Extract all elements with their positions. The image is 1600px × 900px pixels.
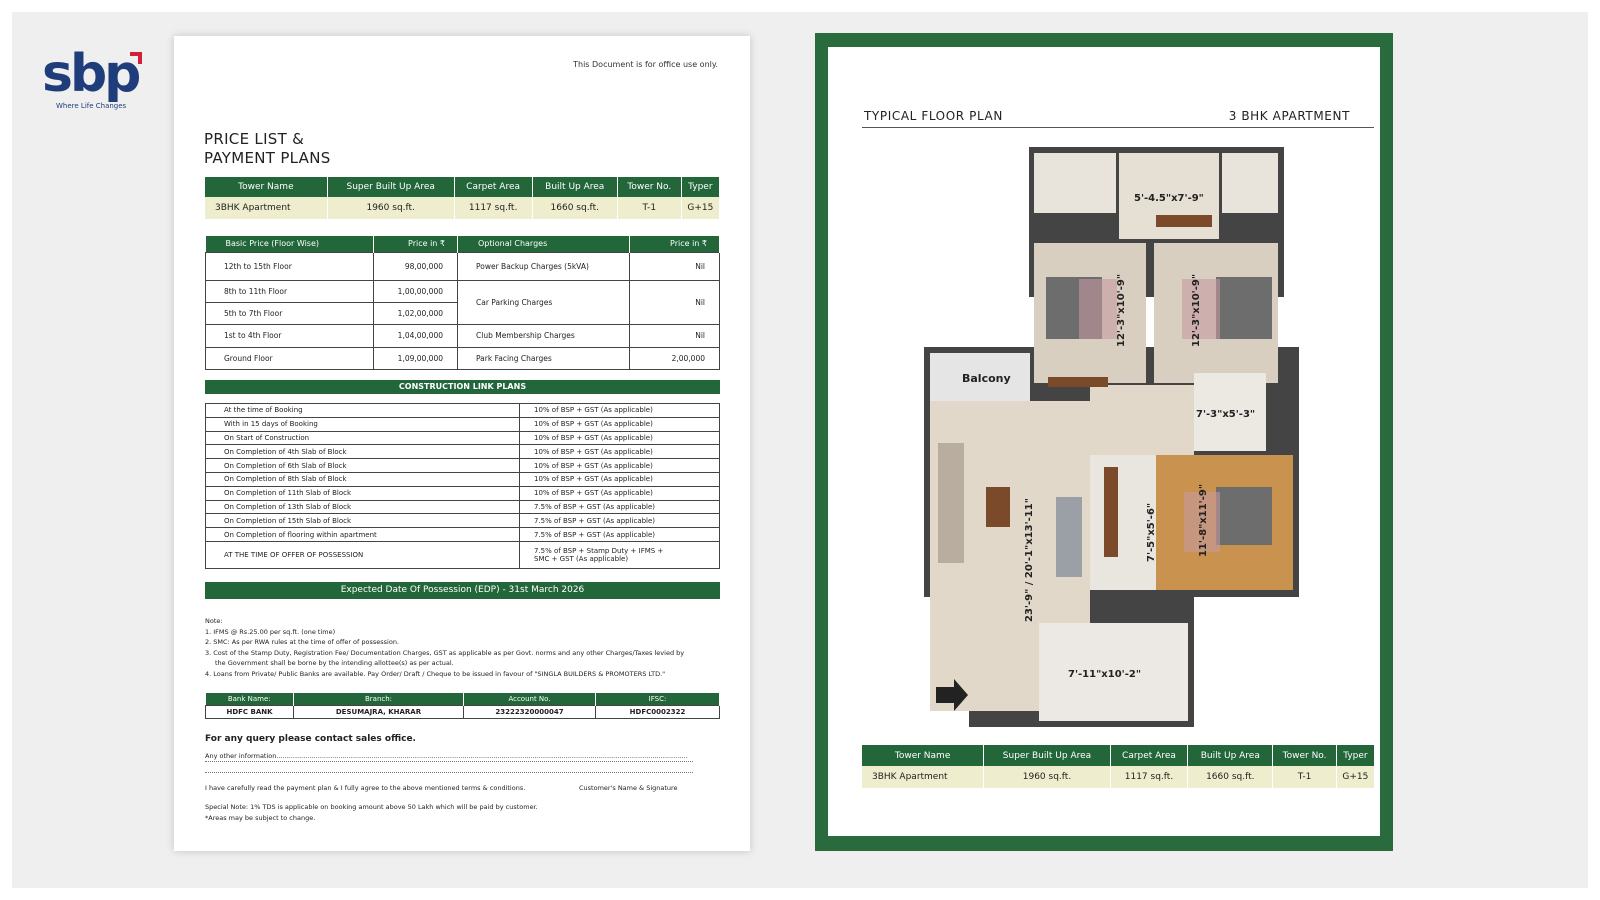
clp-title-bar: CONSTRUCTION LINK PLANS [205, 380, 720, 394]
floor-plan-panel [815, 33, 1393, 851]
dining-table-icon [1056, 497, 1082, 577]
table-row: At the time of Booking [206, 404, 520, 418]
title-line-1: PRICE LIST & [204, 130, 305, 148]
wardrobe-1-icon [1048, 377, 1108, 387]
sofa-icon [938, 443, 964, 563]
toilet-top-dimension: 5'-4.5"x7'-9" [1134, 193, 1204, 204]
toilet-right-dimension: 7'-3"x5'-3" [1196, 409, 1256, 420]
clp-amount: 10% of BSP + GST (As applicable) [520, 472, 720, 486]
table-row: On Completion of 4th Slab of Block [206, 445, 520, 459]
special-note-1: Special Note: 1% TDS is applicable on booking amount above 50 Lakh which will be paid by customer. [205, 803, 538, 811]
cell-tower-no: T-1 [1273, 766, 1336, 788]
bedroom-1-dimension: 12'-3"x10'-9" [1116, 273, 1127, 347]
table-row: Club Membership Charges [458, 325, 630, 347]
header-super-built-up: Super Built Up Area [984, 745, 1110, 766]
clp-last-amount-1: 7.5% of BSP + Stamp Duty + IFMS + [534, 546, 664, 555]
header-tower-name: Tower Name [862, 745, 984, 766]
table-row: Park Facing Charges [458, 347, 630, 369]
cell-tower-name: 3BHK Apartment [862, 766, 984, 788]
header-tower-no: Tower No. [1273, 745, 1336, 766]
bedroom-3-dimension: 11'-8"x11'-9" [1198, 483, 1209, 557]
price-value: 1,04,00,000 [374, 325, 458, 347]
cell-ifsc: HDFC0002322 [596, 705, 720, 718]
toilet-mid-dimension: 7'-5"x5'-6" [1146, 502, 1157, 562]
clp-amount: 7.5% of BSP + GST (As applicable) [520, 514, 720, 528]
price-value: Nil [630, 252, 720, 280]
dry-area-floor [1034, 153, 1116, 213]
floor-plan-summary-table [862, 745, 1375, 788]
price-value: 1,00,00,000 [374, 280, 458, 302]
header-optional-charges: Optional Charges [458, 236, 630, 252]
apartment-type-label: 3 BHK APARTMENT [1228, 109, 1350, 123]
dry-area-floor-2 [1222, 153, 1278, 213]
clp-amount: 10% of BSP + GST (As applicable) [520, 445, 720, 459]
cell-built-up: 1660 sq.ft. [1188, 766, 1273, 788]
clp-amount: 7.5% of BSP + GST (As applicable) [520, 528, 720, 542]
logo-text: sbp [42, 44, 139, 104]
clp-amount: 10% of BSP + GST (As applicable) [520, 417, 720, 431]
header-carpet-area: Carpet Area [454, 177, 532, 197]
cell-typer: G+15 [1336, 766, 1374, 788]
note-2: 2. SMC: As per RWA rules at the time of offer of possession. [205, 638, 400, 646]
header-branch: Branch: [294, 693, 464, 705]
header-built-up: Built Up Area [532, 177, 617, 197]
table-row: Car Parking Charges [458, 280, 630, 325]
header-bank-name: Bank Name: [206, 693, 294, 705]
table-row: With in 15 days of Booking [206, 417, 520, 431]
bed-3-icon [1216, 487, 1272, 545]
logo-accent-icon [130, 52, 142, 64]
balcony-label: Balcony [962, 372, 1011, 385]
table-row: On Completion of 13th Slab of Block [206, 500, 520, 514]
note-1: 1. IFMS @ Rs.25.00 per sq.ft. (one time) [205, 627, 336, 636]
agreement-text: I have carefully read the payment plan & I fully agree to the above mentioned terms & conditions. [205, 784, 526, 792]
floor-plan-title: TYPICAL FLOOR PLAN [864, 109, 1003, 123]
cell-carpet-area: 1117 sq.ft. [454, 197, 532, 219]
cell-super-built-up: 1960 sq.ft. [984, 766, 1110, 788]
table-row: AT THE TIME OF OFFER OF POSSESSION [206, 541, 520, 568]
kitchen-dimension: 7'-11"x10'-2" [1068, 669, 1142, 680]
price-value: 1,09,00,000 [374, 347, 458, 369]
other-info-line: Any other information....................................................................................................................................................................................................... [205, 752, 693, 762]
bedroom-2-dimension: 12'-3"x10'-9" [1191, 273, 1202, 347]
header-built-up: Built Up Area [1188, 745, 1273, 766]
bank-details-table [205, 693, 720, 719]
clp-amount: 10% of BSP + GST (As applicable) [520, 459, 720, 473]
title-divider [862, 127, 1374, 128]
bed-2-icon [1216, 277, 1272, 339]
price-list-page [174, 36, 750, 851]
notes-title: Note: [205, 617, 223, 625]
price-value: 98,00,000 [374, 252, 458, 280]
price-value: 2,00,000 [630, 347, 720, 369]
clp-amount: 10% of BSP + GST (As applicable) [520, 431, 720, 445]
header-ifsc: IFSC: [596, 693, 720, 705]
table-row: Ground Floor [206, 347, 374, 369]
cell-typer: G+15 [681, 197, 719, 219]
table-row: 8th to 11th Floor [206, 280, 374, 302]
wardrobe-2-icon [1156, 215, 1212, 227]
coffee-table-icon [986, 487, 1010, 527]
floor-plan-drawing [924, 147, 1304, 732]
special-note [205, 802, 538, 824]
table-row: On Completion of flooring within apartment [206, 528, 520, 542]
sbp-logo [42, 44, 152, 118]
cell-built-up: 1660 sq.ft. [532, 197, 617, 219]
logo-tagline: Where Life Changes [56, 102, 127, 110]
table-row: On Completion of 6th Slab of Block [206, 459, 520, 473]
notes-section [205, 616, 720, 679]
header-basic-price-amount: Price in ₹ [374, 236, 458, 252]
page-title [204, 130, 331, 168]
header-account-no: Account No. [464, 693, 596, 705]
construction-link-plan-table [205, 403, 720, 569]
table-row: On Completion of 11th Slab of Block [206, 486, 520, 500]
note-3: 3. Cost of the Stamp Duty, Registration Fee/ Documentation Charges, GST as applicable as per Govt. norms and any other Charges/Taxes levied by [205, 648, 685, 657]
header-tower-no: Tower No. [617, 177, 681, 197]
apartment-summary-table [205, 177, 720, 219]
wardrobe-3-icon [1104, 467, 1118, 557]
header-optional-price: Price in ₹ [630, 236, 720, 252]
header-typer: Typer [1336, 745, 1374, 766]
cell-tower-no: T-1 [617, 197, 681, 219]
signature-label: Customer's Name & Signature [579, 784, 678, 792]
cell-bank-name: HDFC BANK [206, 705, 294, 718]
special-note-2: *Areas may be subject to change. [205, 814, 316, 822]
title-line-2: PAYMENT PLANS [204, 149, 331, 167]
cell-branch: DESUMAJRA, KHARAR [294, 705, 464, 718]
dotted-line [205, 772, 693, 773]
price-value: Nil [630, 325, 720, 347]
clp-last-amount-2: SMC + GST (As applicable) [534, 554, 629, 563]
living-dining-dimension: 23'-9" / 20'-1"x13'-11" [1024, 498, 1035, 622]
price-table [205, 236, 720, 370]
header-typer: Typer [681, 177, 719, 197]
cell-tower-name: 3BHK Apartment [205, 197, 327, 219]
table-row: 1st to 4th Floor [206, 325, 374, 347]
table-row: On Completion of 15th Slab of Block [206, 514, 520, 528]
cell-carpet-area: 1117 sq.ft. [1110, 766, 1188, 788]
table-row: 12th to 15th Floor [206, 252, 374, 280]
clp-amount: 10% of BSP + GST (As applicable) [520, 404, 720, 418]
passage-floor [1090, 385, 1194, 455]
header-carpet-area: Carpet Area [1110, 745, 1188, 766]
price-value: 1,02,00,000 [374, 302, 458, 324]
header-super-built-up: Super Built Up Area [327, 177, 454, 197]
background-stage [12, 12, 1588, 888]
possession-date-bar: Expected Date Of Possession (EDP) - 31st March 2026 [205, 582, 720, 599]
office-use-note: This Document is for office use only. [573, 60, 718, 69]
table-row: 5th to 7th Floor [206, 302, 374, 324]
rug-1-icon [1079, 279, 1117, 339]
note-4: 4. Loans from Private/ Public Banks are available. Pay Order/ Draft / Cheque to be issued in favour of "SINGLA BUILDERS & PROMOTERS LTD." [205, 669, 666, 678]
price-value: Nil [630, 280, 720, 325]
floor-plan-sheet [828, 47, 1380, 836]
cell-super-built-up: 1960 sq.ft. [327, 197, 454, 219]
note-3-cont: the Government shall be borne by the intending allottee(s) as per actual. [215, 659, 454, 667]
table-row: On Completion of 8th Slab of Block [206, 472, 520, 486]
clp-amount: 10% of BSP + GST (As applicable) [520, 486, 720, 500]
clp-amount: 7.5% of BSP + GST (As applicable) [520, 500, 720, 514]
header-tower-name: Tower Name [205, 177, 327, 197]
clp-amount [520, 541, 720, 568]
cell-account-no: 23222320000047 [464, 705, 596, 718]
table-row: Power Backup Charges (5kVA) [458, 252, 630, 280]
query-contact-text: For any query please contact sales office. [205, 734, 416, 744]
header-basic-price: Basic Price (Floor Wise) [206, 236, 374, 252]
table-row: On Start of Construction [206, 431, 520, 445]
